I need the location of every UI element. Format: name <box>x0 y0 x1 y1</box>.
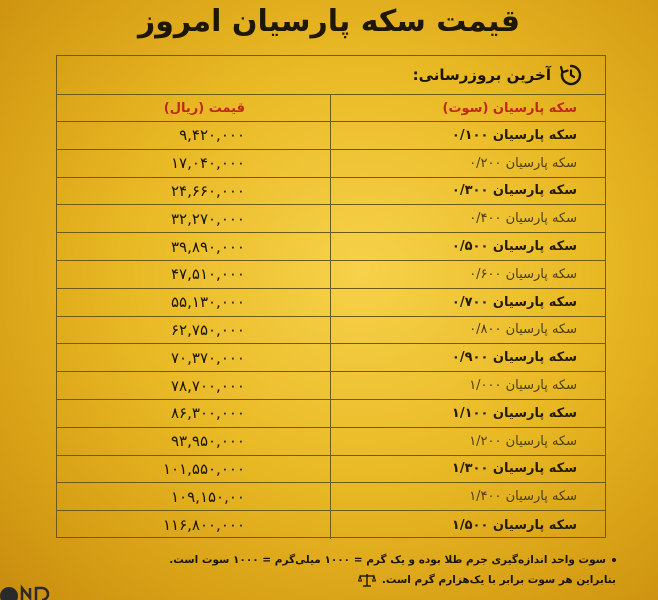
bullet-dot <box>612 558 616 562</box>
coin-name: سکه پارسیان ۱/۵۰۰ <box>330 511 605 539</box>
header-price: قیمت (ریال) <box>163 100 245 116</box>
note-text-1: سوت واحد اندازه‌گیری جرم طلا بوده و یک گرم = ۱۰۰۰ میلی‌گرم = ۱۰۰۰ سوت است. <box>169 554 606 566</box>
coin-price: ۹,۴۲۰,۰۰۰ <box>179 126 245 145</box>
table-row <box>57 456 605 484</box>
page-title: قیمت سکه پارسیان امروز <box>137 4 521 39</box>
coin-price: ۷۸,۷۰۰,۰۰۰ <box>171 376 245 395</box>
scale-icon <box>358 573 376 587</box>
coin-price: ۲۴,۶۶۰,۰۰۰ <box>171 181 245 200</box>
coin-name: سکه پارسیان ۰/۲۰۰ <box>330 150 605 177</box>
coin-price: ۹۳,۹۵۰,۰۰۰ <box>171 432 245 451</box>
coin-name: سکه پارسیان ۰/۵۰۰ <box>330 233 605 260</box>
price-table <box>56 55 606 538</box>
coin-price: ۳۹,۸۹۰,۰۰۰ <box>171 237 245 256</box>
table-row <box>57 178 605 206</box>
coin-name: سکه پارسیان ۰/۶۰۰ <box>330 261 605 288</box>
coin-name: سکه پارسیان ۱/۱۰۰ <box>330 400 605 427</box>
note-line-1 <box>169 550 616 570</box>
coin-price: ۳۲,۲۷۰,۰۰۰ <box>171 209 245 228</box>
table-row <box>57 122 605 150</box>
table-row <box>57 150 605 178</box>
coin-name: سکه پارسیان ۱/۰۰۰ <box>330 372 605 399</box>
coin-price: ۸۶,۳۰۰,۰۰۰ <box>171 404 245 423</box>
table-row <box>57 511 605 539</box>
table-row <box>57 400 605 428</box>
table-row <box>57 344 605 372</box>
coin-price: ۱۷,۰۴۰,۰۰۰ <box>171 154 245 173</box>
header-coin: سکه پارسیان (سوت) <box>330 95 605 121</box>
coin-name: سکه پارسیان ۰/۱۰۰ <box>330 122 605 149</box>
coin-name: سکه پارسیان ۱/۴۰۰ <box>330 483 605 510</box>
coin-price: ۴۷,۵۱۰,۰۰۰ <box>171 265 245 284</box>
coin-price: ۱۰۱,۵۵۰,۰۰۰ <box>162 459 245 478</box>
coin-price: ۷۰,۳۷۰,۰۰۰ <box>171 348 245 367</box>
coin-name: سکه پارسیان ۱/۳۰۰ <box>330 456 605 483</box>
coin-price: ۱۰۹,۱۵۰,۰۰ <box>171 487 245 506</box>
coin-name: سکه پارسیان ۰/۷۰۰ <box>330 289 605 316</box>
note-text-2: بنابراین هر سوت برابر با یک‌هزارم گرم است. <box>381 574 616 586</box>
last-update-label: آخرین بروزرسانی: <box>412 66 551 84</box>
coin-name: سکه پارسیان ۰/۳۰۰ <box>330 178 605 205</box>
footnotes <box>169 550 616 590</box>
table-row <box>57 372 605 400</box>
refresh-clock-icon <box>559 63 583 87</box>
table-row <box>57 483 605 511</box>
note-line-2 <box>169 570 616 590</box>
table-row <box>57 428 605 456</box>
table-header <box>57 95 605 122</box>
table-row <box>57 317 605 345</box>
coin-name: سکه پارسیان ۱/۲۰۰ <box>330 428 605 455</box>
last-update-row <box>57 56 605 95</box>
table-row <box>57 233 605 261</box>
coin-price: ۱۱۶,۸۰۰,۰۰۰ <box>162 516 245 535</box>
table-row <box>57 289 605 317</box>
brand-logo-icon <box>0 582 60 600</box>
coin-price: ۶۲,۷۵۰,۰۰۰ <box>171 320 245 339</box>
table-row <box>57 261 605 289</box>
coin-name: سکه پارسیان ۰/۹۰۰ <box>330 344 605 371</box>
coin-price: ۵۵,۱۳۰,۰۰۰ <box>171 293 245 312</box>
table-row <box>57 205 605 233</box>
coin-name: سکه پارسیان ۰/۴۰۰ <box>330 205 605 232</box>
coin-name: سکه پارسیان ۰/۸۰۰ <box>330 317 605 344</box>
